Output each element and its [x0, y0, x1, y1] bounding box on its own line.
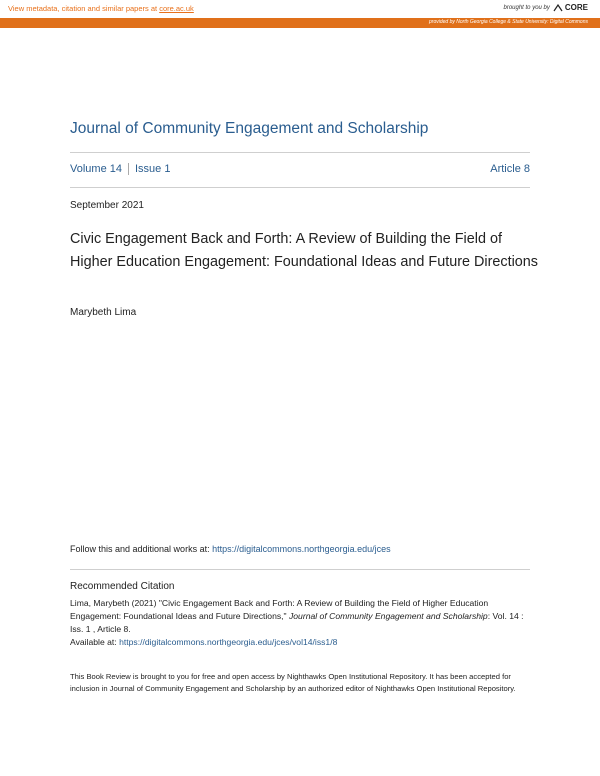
available-url-link[interactable]: https://digitalcommons.northgeorgia.edu/jces/vol14/iss1/8: [119, 637, 338, 647]
issue-link[interactable]: Issue 1: [134, 163, 171, 175]
journal-title[interactable]: Journal of Community Engagement and Scholarship: [70, 120, 429, 137]
publication-date: September 2021: [70, 200, 144, 211]
core-logo[interactable]: [553, 3, 588, 12]
available-line: [70, 637, 337, 647]
core-banner: [0, 0, 600, 18]
core-view-text: View metadata, citation and similar papers at: [8, 4, 160, 13]
volume-link[interactable]: Volume 14: [70, 163, 122, 175]
follow-url-link[interactable]: https://digitalcommons.northgeorgia.edu/jces: [212, 544, 391, 554]
core-logo-text: CORE: [564, 3, 588, 12]
divider-bottom: [70, 187, 530, 188]
citation-text-after: : Vol. 14 : Iss. 1 , Article 8.: [70, 611, 524, 634]
paper-title: Civic Engagement Back and Forth: A Review of Building the Field of Higher Education Engagement: Foundational Ideas and Future Directions: [70, 231, 538, 270]
brought-by-text: brought to you by: [503, 4, 550, 11]
article-link[interactable]: Article 8: [490, 163, 530, 175]
core-logo-icon: [553, 4, 563, 12]
divider-vertical: [128, 163, 129, 175]
follow-line: [70, 544, 391, 554]
core-brought-by: [504, 3, 589, 12]
core-provided-bar: [0, 18, 600, 28]
follow-text: Follow this and additional works at:: [70, 544, 213, 554]
citation-journal: Journal of Community Engagement and Scholarship: [288, 611, 488, 621]
divider-citation: [70, 569, 530, 570]
citation-text: [70, 597, 530, 649]
available-label: Available at:: [70, 637, 120, 647]
author-name: Marybeth Lima: [70, 307, 137, 318]
provided-by-text: provided by North Georgia College & State University: Digital Commons: [429, 19, 588, 25]
divider-top: [70, 152, 530, 153]
volume-issue-line: [70, 163, 170, 175]
recommended-citation-heading: Recommended Citation: [70, 581, 175, 592]
core-link-text[interactable]: core.ac.uk: [159, 4, 194, 13]
core-view-link[interactable]: [8, 4, 194, 13]
citation-text-before: Lima, Marybeth (2021) "Civic Engagement Back and Forth: A Review of Building the Field of Higher Education Engagement: Foundational Ideas and Future Directions,": [70, 598, 489, 621]
repository-statement: This Book Review is brought to you for free and open access by Nighthawks Open Institutional Repository. It has been accepted for inclusion in Journal of Community Engagement and Scholarship by an authorized editor of Nighthawks Open Institutional Repository.: [70, 672, 516, 693]
